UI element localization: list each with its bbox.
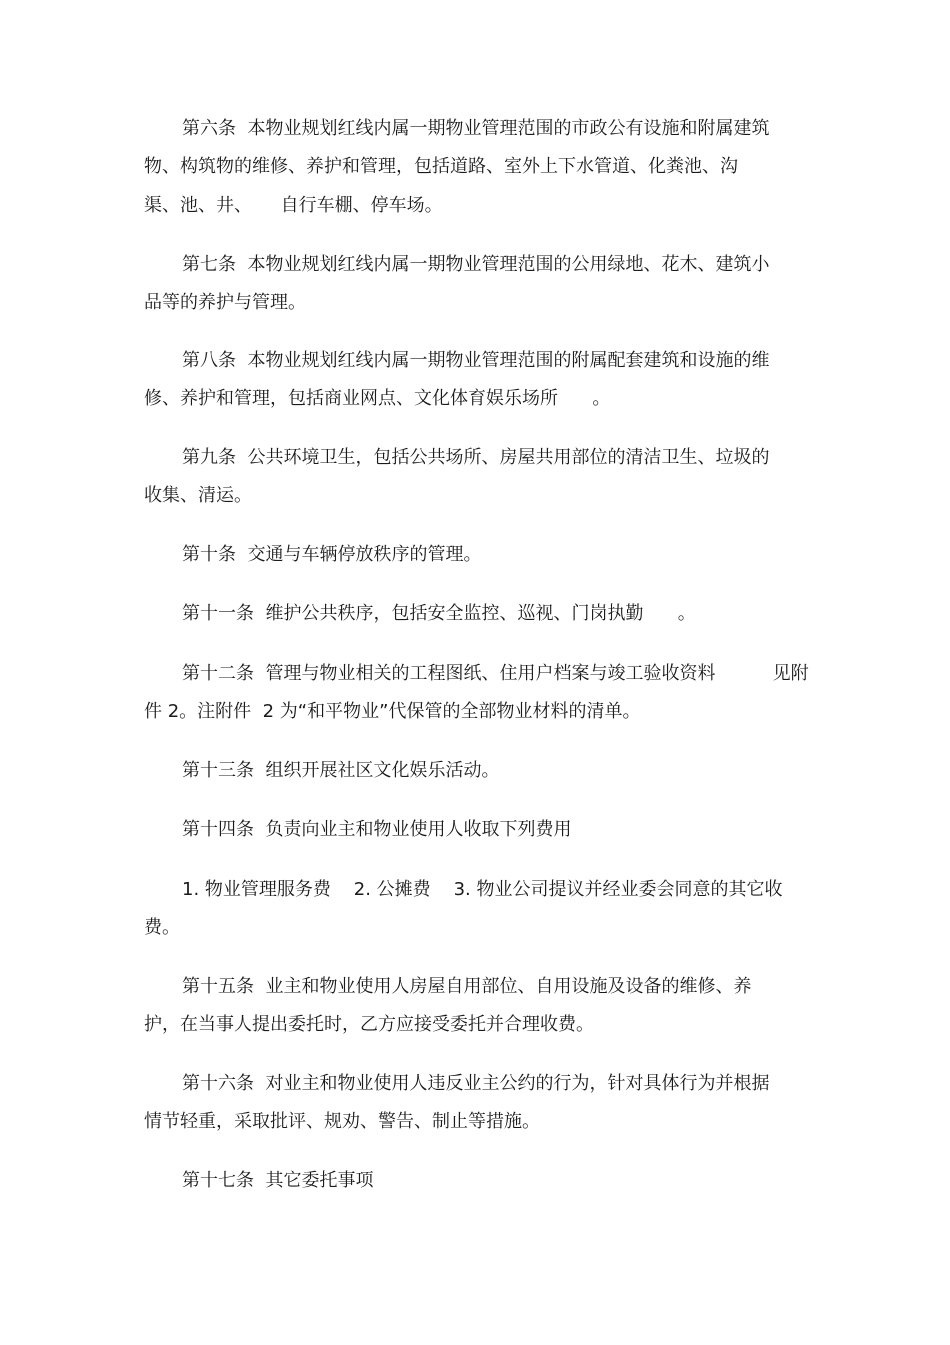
article-15-line-2: 护，在当事人提出委托时，乙方应接受委托并合理收费。 (144, 1014, 594, 1035)
article-16-line-2: 情节轻重，采取批评、规劝、警告、制止等措施。 (144, 1111, 540, 1132)
article-12-line-1: 第十二条 管理与物业相关的工程图纸、住用户档案与竣工验收资料 见附 (182, 663, 809, 684)
article-9-line-2: 收集、清运。 (144, 485, 252, 506)
article-6-line-2: 物、构筑物的维修、养护和管理，包括道路、室外上下水管道、化粪池、沟 (144, 156, 738, 177)
article-8-line-1: 第八条 本物业规划红线内属一期物业管理范围的附属配套建筑和设施的维 (182, 350, 770, 371)
article-15-line-1: 第十五条 业主和物业使用人房屋自用部位、自用设施及设备的维修、养 (182, 976, 752, 997)
article-16-line-1: 第十六条 对业主和物业使用人违反业主公约的行为，针对具体行为并根据 (182, 1073, 770, 1094)
article-14-line-1: 第十四条 负责向业主和物业使用人收取下列费用 (182, 819, 572, 840)
article-12-line-2: 件 2。注附件 2 为“和平物业”代保管的全部物业材料的清单。 (144, 701, 641, 722)
article-6-line-1: 第六条 本物业规划红线内属一期物业管理范围的市政公有设施和附属建筑 (182, 118, 770, 139)
article-7-line-1: 第七条 本物业规划红线内属一期物业管理范围的公用绿地、花木、建筑小 (182, 254, 770, 275)
article-8-line-2: 修、养护和管理，包括商业网点、文化体育娱乐场所 。 (144, 388, 611, 409)
article-14-fees-line-1: 1. 物业管理服务费 2. 公摊费 3. 物业公司提议并经业委会同意的其它收 (182, 879, 783, 900)
article-6-line-3: 渠、池、井、 自行车棚、停车场。 (144, 195, 443, 216)
article-10-line-1: 第十条 交通与车辆停放秩序的管理。 (182, 544, 482, 565)
article-11-line-1: 第十一条 维护公共秩序，包括安全监控、巡视、门岗执勤 。 (182, 603, 696, 624)
article-7-line-2: 品等的养护与管理。 (144, 292, 306, 313)
article-9-line-1: 第九条 公共环境卫生，包括公共场所、房屋共用部位的清洁卫生、垃圾的 (182, 447, 770, 468)
article-17-line-1: 第十七条 其它委托事项 (182, 1170, 374, 1191)
article-14-fees-line-2: 费。 (144, 917, 180, 938)
article-13-line-1: 第十三条 组织开展社区文化娱乐活动。 (182, 760, 500, 781)
